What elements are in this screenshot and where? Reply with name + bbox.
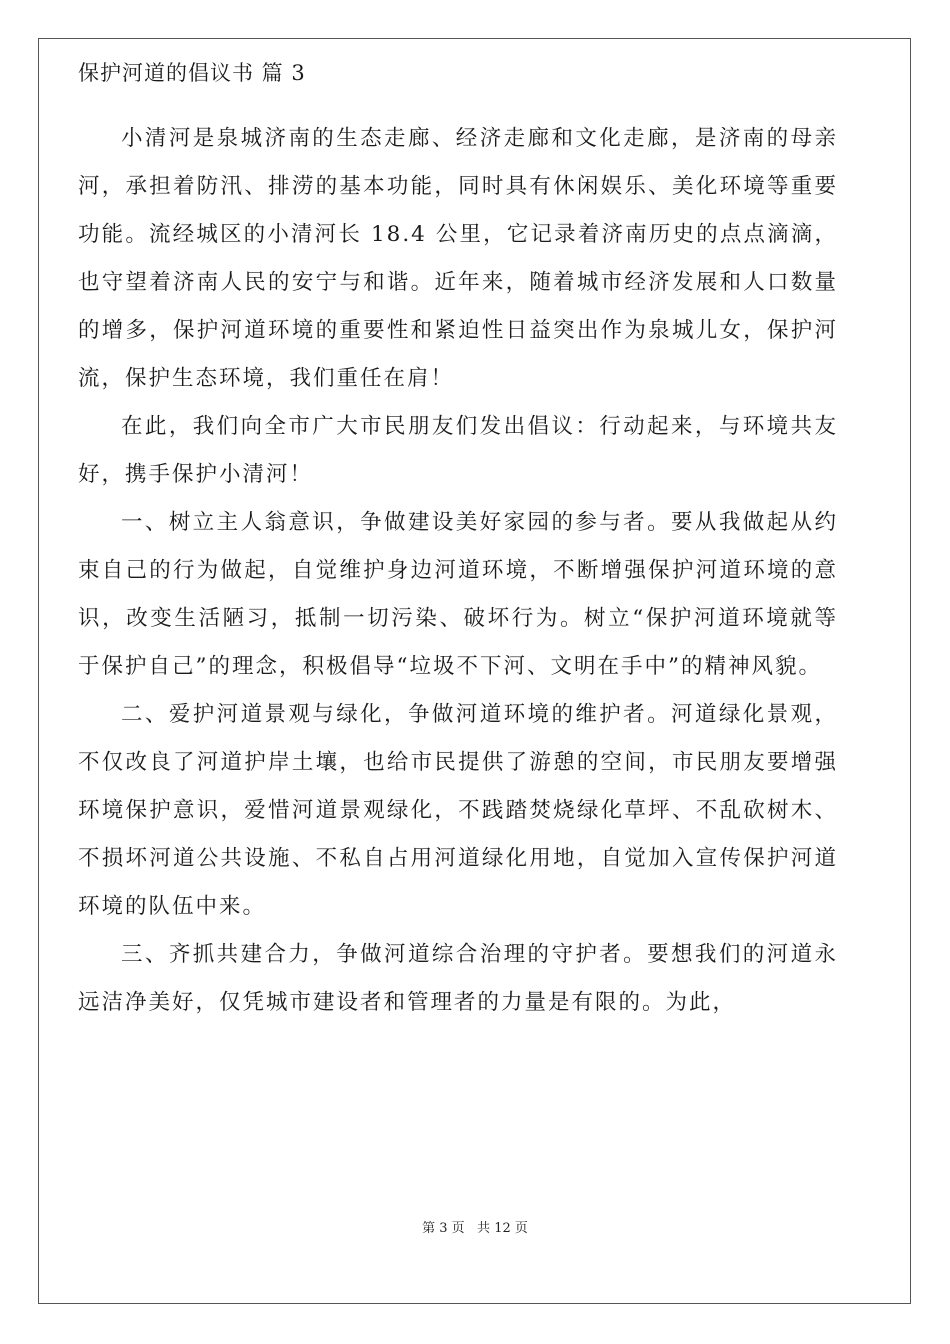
document-title: 保护河道的倡议书 篇 3 [78,61,306,85]
page-number-footer: 第 3 页 共 12 页 [422,1221,528,1236]
document-body [78,40,838,1027]
paragraph-call-to-action: 在此，我们向全市广大市民朋友们发出倡议：行动起来，与环境共友好，携手保护小清河！ [78,414,838,487]
paragraph-intro: 小清河是泉城济南的生态走廊、经济走廊和文化走廊，是济南的母亲河，承担着防汛、排涝的基本功能，同时具有休闲娱乐、美化环境等重要功能。流经城区的小清河长 18.4 公里，它记录着济南历史的点点滴滴，也守望着济南人民的安宁与和谐。近年来，随着城市经济发展和人口数量的增多，保护河道环境的重要性和紧迫性日益突出作为泉城儿女，保护河流，保护生态环境，我们重任在肩！ [78,126,838,391]
paragraph-point-two: 二、爱护河道景观与绿化，争做河道环境的维护者。河道绿化景观，不仅改良了河道护岸土壤，也给市民提供了游憩的空间，市民朋友要增强环境保护意识，爱惜河道景观绿化，不践踏焚烧绿化草坪、不乱砍树木、不损坏河道公共设施、不私自占用河道绿化用地，自觉加入宣传保护河道环境的队伍中来。 [78,702,838,919]
paragraph-point-three: 三、齐抓共建合力，争做河道综合治理的守护者。要想我们的河道永远洁净美好，仅凭城市建设者和管理者的力量是有限的。为此， [78,942,838,1015]
paragraph-point-one: 一、树立主人翁意识，争做建设美好家园的参与者。要从我做起从约束自己的行为做起，自觉维护身边河道环境，不断增强保护河道环境的意识，改变生活陋习，抵制一切污染、破坏行为。树立“保护河道环境就等于保护自己”的理念，积极倡导“垃圾不下河、文明在手中”的精神风貌。 [78,510,838,679]
